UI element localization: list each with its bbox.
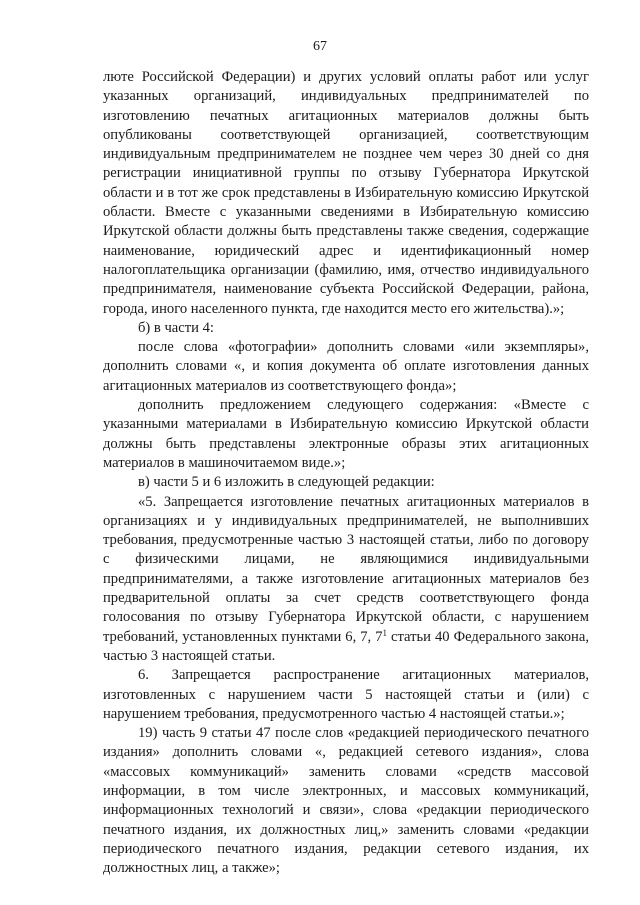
paragraph-text: «5. Запрещается изготовление печатных агитационных материалов в организациях и у индивидуальных предпринимателей, не выполнивших требования, предусмотренные частью 3 настоящей статьи, либо по договору с физическими лицами, не являющимися индивидуальными предпринимателями, а также изготовление агитационных материалов без предварительной оплаты за счет средств соответствующего фонда голосования по отзыву Губернатора Иркутской области, с нарушением требований, установленных пунктами 6, 7, 7 [103, 493, 589, 645]
superscript: 1 [382, 627, 387, 638]
paragraph: дополнить предложением следующего содержания: «Вместе с указанными материалами в Избирательную комиссию Иркутской области должны быть представлены электронные образы этих агитационных материалов в машиночитаемом виде.»; [103, 397, 589, 471]
document-body [103, 68, 589, 878]
paragraph-item-b: б) в части 4: [138, 319, 214, 336]
paragraph-continuation: люте Российской Федерации) и других условий оплаты работ или услуг указанных организаций, индивидуальных предпринимателей по изготовлению печатных агитационных материалов должны быть опубликованы соответствующей организацией, соответствующим индивидуальным предпринимателем не позднее чем через 30 дней со дня регистрации инициативной группы по отзыву Губернатора Иркутской области и в тот же срок представлены в Избирательную комиссию Иркутской области. Вместе с указанными сведениями в Избирательную комиссию Иркутской области должны быть представлены также сведения, содержащие наименование, юридический адрес и идентификационный номер налогоплательщика организации (фамилию, имя, отчество индивидуального предпринимателя, наименование субъекта Российской Федерации, района, города, иного населенного пункта, где находится место его жительства).»; [103, 69, 589, 317]
paragraph-item-19: 19) часть 9 статьи 47 после слов «редакцией периодического печатного издания» дополнить словами «, редакцией сетевого издания», слова «массовых коммуникаций» заменить словами «средств массовой информации, в том числе электронных, и массовых коммуникаций, информационных технологий и связи», слова «редакции периодического печатного издания, их должностных лиц,» заменить словами «редакции периодического печатного издания, редакции сетевого издания, их должностных лиц, а также»; [103, 725, 589, 877]
paragraph-item-v: в) части 5 и 6 изложить в следующей редакции: [138, 474, 435, 491]
paragraph-text: статьи 40 Федерального закона, частью 3 настоящей статьи. [103, 628, 589, 664]
paragraph-part-5 [103, 493, 589, 667]
page-number: 67 [313, 39, 327, 54]
paragraph: после слова «фотографии» дополнить словами «или экземпляры», дополнить словами «, и копия документа об оплате изготовления данных агитационных материалов из соответствующего фонда»; [103, 339, 589, 394]
paragraph-part-6: 6. Запрещается распространение агитационных материалов, изготовленных с нарушением части 5 настоящей статьи и (или) с нарушением требования, предусмотренного частью 4 настоящей статьи.»; [103, 667, 589, 722]
